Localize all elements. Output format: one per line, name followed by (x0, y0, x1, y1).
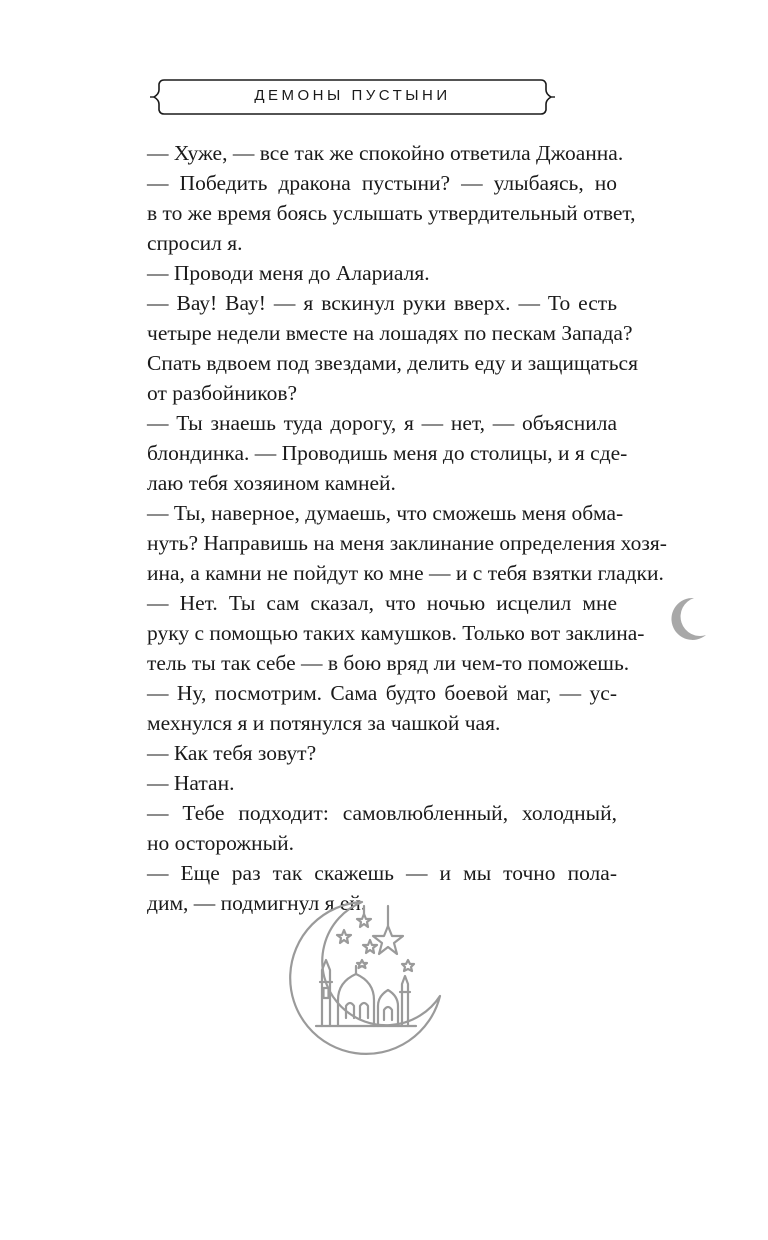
text-line: тель ты так себе — в бою вряд ли чем-то поможешь. (147, 651, 630, 675)
text-line: дим, — подмигнул я ей. (147, 891, 367, 915)
paragraph (147, 678, 617, 738)
text-line: — Еще раз так скажешь — и мы точно пола- (147, 861, 617, 885)
text-line: — Победить дракона пустыни? — улыбаясь, но (147, 171, 617, 195)
crescent-mosque-stars-icon (284, 896, 448, 1060)
text-line: — Тебе подходит: самовлюбленный, холодный, (147, 801, 617, 825)
text-line: Спать вдвоем под звездами, делить еду и защищаться (147, 351, 638, 375)
paragraph (147, 768, 617, 798)
text-line: но осторожный. (147, 831, 294, 855)
running-header (150, 76, 555, 118)
text-line: в то же время боясь услышать утвердительный ответ, (147, 201, 636, 225)
text-line: нуть? Направишь на меня заклинание определения хозя- (147, 531, 667, 555)
paragraph (147, 798, 617, 858)
paragraph (147, 138, 624, 168)
text-line: руку с помощью таких камушков. Только вот заклина- (147, 621, 645, 645)
text-line: четыре недели вместе на лошадях по пескам Запада? (147, 321, 633, 345)
text-line: — Ты знаешь туда дорогу, я — нет, — объяснила (147, 411, 617, 435)
text-line: — Вау! Вау! — я вскинул руки вверх. — То есть (147, 291, 617, 315)
text-line: мехнулся я и потянулся за чашкой чая. (147, 711, 501, 735)
text-line: — Ну, посмотрим. Сама будто боевой маг, — ус- (147, 681, 617, 705)
paragraph (147, 738, 617, 768)
text-line: — Нет. Ты сам сказал, что ночью исцелил мне (147, 591, 617, 615)
paragraph (147, 588, 645, 678)
text-line: ина, а камни не пойдут ко мне — и с тебя взятки гладки. (147, 561, 664, 585)
text-line: — Натан. (147, 771, 235, 795)
crescent-moon-icon (664, 595, 708, 643)
paragraph (147, 408, 628, 498)
text-line: спросил я. (147, 231, 243, 255)
text-line: от разбойников? (147, 381, 298, 405)
paragraph (147, 288, 638, 408)
header-title: ДЕМОНЫ ПУСТЫНИ (254, 87, 451, 104)
text-line: — Ты, наверное, думаешь, что сможешь меня обма- (147, 501, 624, 525)
text-line: — Проводи меня до Алариаля. (147, 261, 430, 285)
paragraph (147, 168, 636, 258)
paragraph (147, 498, 667, 588)
text-line: — Хуже, — все так же спокойно ответила Джоанна. (147, 141, 624, 165)
text-line: блондинка. — Проводишь меня до столицы, и я сде- (147, 441, 628, 465)
page-body (147, 138, 667, 918)
paragraph (147, 258, 617, 288)
text-line: — Как тебя зовут? (147, 741, 317, 765)
text-line: лаю тебя хозяином камней. (147, 471, 396, 495)
